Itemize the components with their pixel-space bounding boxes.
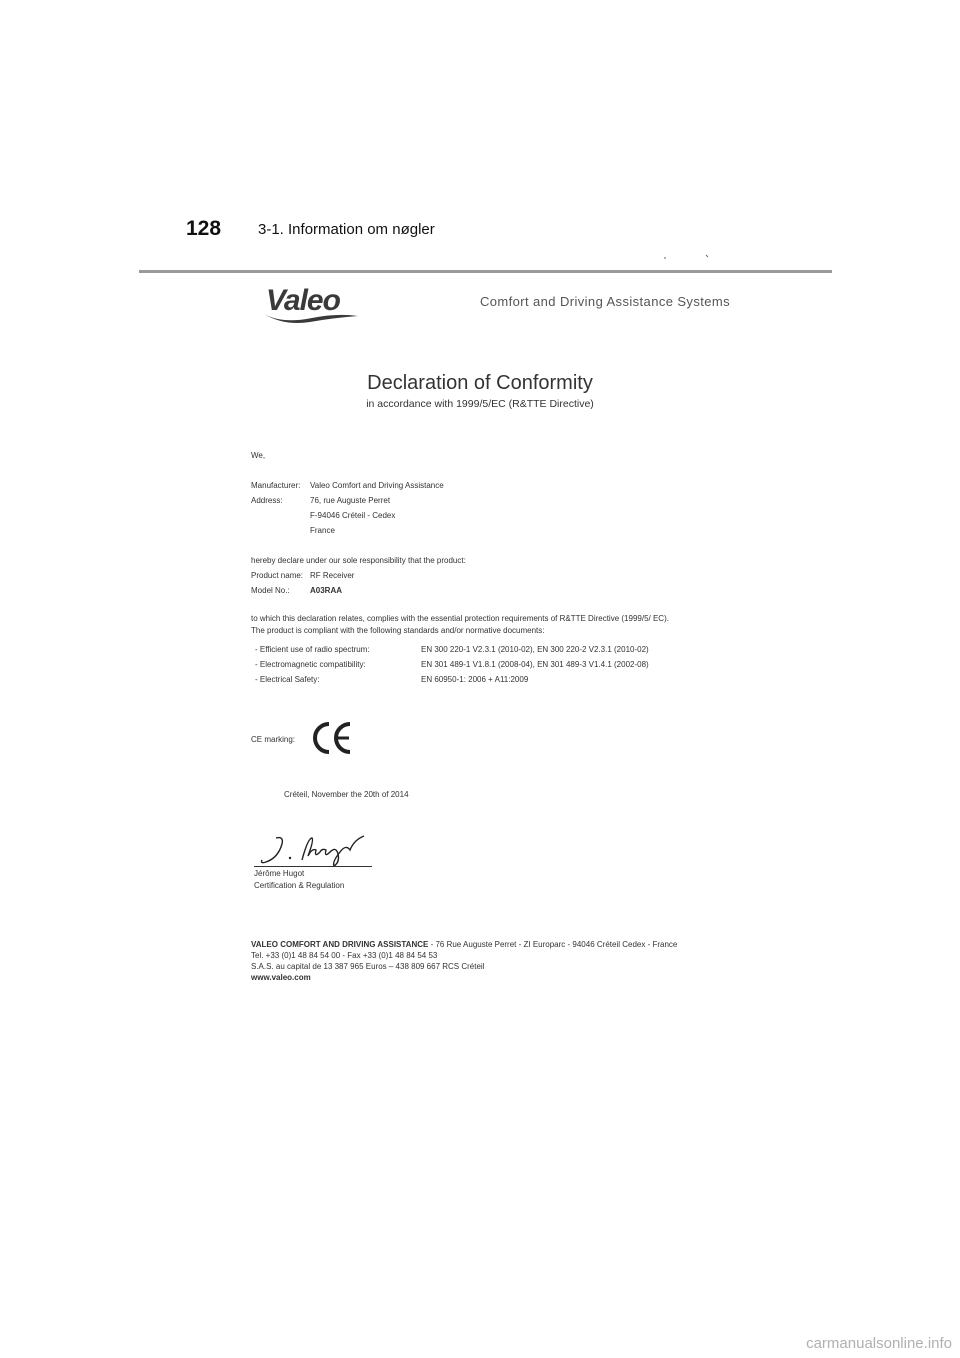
standard-label: - Efficient use of radio spectrum: <box>255 645 370 654</box>
document-title: Declaration of Conformity <box>367 372 593 394</box>
signer-name: Jérôme Hugot <box>254 869 305 878</box>
footer-company: VALEO COMFORT AND DRIVING ASSISTANCE <box>251 940 429 949</box>
compliance-line: to which this declaration relates, complies with the essential protection requirements of R&TTE Directive (1999/5/ EC). <box>251 614 669 623</box>
division-name: Comfort and Driving Assistance Systems <box>480 294 731 309</box>
standard-label: - Electromagnetic compatibility: <box>255 660 366 669</box>
address-line: F-94046 Créteil - Cedex <box>310 511 396 520</box>
model-label: Model No.: <box>251 586 290 595</box>
signature-image <box>254 832 378 868</box>
signature-line <box>254 866 372 867</box>
we-text: We, <box>251 451 266 460</box>
scan-marks <box>656 253 716 261</box>
product-value: RF Receiver <box>310 571 355 580</box>
signer-title: Certification & Regulation <box>254 881 345 890</box>
standard-value: EN 60950-1: 2006 + A11:2009 <box>421 675 529 684</box>
standard-label: - Electrical Safety: <box>255 675 320 684</box>
ce-mark-icon <box>310 720 354 756</box>
place-date: Créteil, November the 20th of 2014 <box>284 790 409 799</box>
valeo-logo <box>262 280 372 326</box>
model-value: A03RAA <box>310 586 343 595</box>
section-title: 3-1. Information om nøgler <box>258 221 435 238</box>
manufacturer-value: Valeo Comfort and Driving Assistance <box>310 481 444 490</box>
address-label: Address: <box>251 496 283 505</box>
standard-value: EN 301 489-1 V1.8.1 (2008-04), EN 301 489-3 V1.4.1 (2002-08) <box>421 660 649 669</box>
product-label: Product name: <box>251 571 304 580</box>
header-rule <box>139 270 832 273</box>
declare-line: hereby declare under our sole responsibility that the product: <box>251 556 466 565</box>
manufacturer-label: Manufacturer: <box>251 481 301 490</box>
standard-value: EN 300 220-1 V2.3.1 (2010-02), EN 300 220-2 V2.3.1 (2010-02) <box>421 645 649 654</box>
footer-company-address: - 76 Rue Auguste Perret - ZI Europarc - 94046 Créteil Cedex - France <box>428 940 678 949</box>
svg-text:Valeo: Valeo <box>266 284 340 317</box>
document-subtitle: in accordance with 1999/5/EC (R&TTE Directive) <box>366 398 594 410</box>
compliance-line: The product is compliant with the following standards and/or normative documents: <box>251 626 545 635</box>
footer-phone: Tel. +33 (0)1 48 84 54 00 - Fax +33 (0)1 48 84 54 53 <box>251 951 438 960</box>
watermark: carmanualsonline.info <box>806 1335 952 1352</box>
address-line: 76, rue Auguste Perret <box>310 496 391 505</box>
address-line: France <box>310 526 335 535</box>
page-number: 128 <box>186 217 222 240</box>
ce-marking-label: CE marking: <box>251 735 296 744</box>
footer-capital: S.A.S. au capital de 13 387 965 Euros – 438 809 667 RCS Créteil <box>251 962 485 971</box>
footer-company-line <box>251 940 677 949</box>
footer-website[interactable]: www.valeo.com <box>251 973 311 982</box>
